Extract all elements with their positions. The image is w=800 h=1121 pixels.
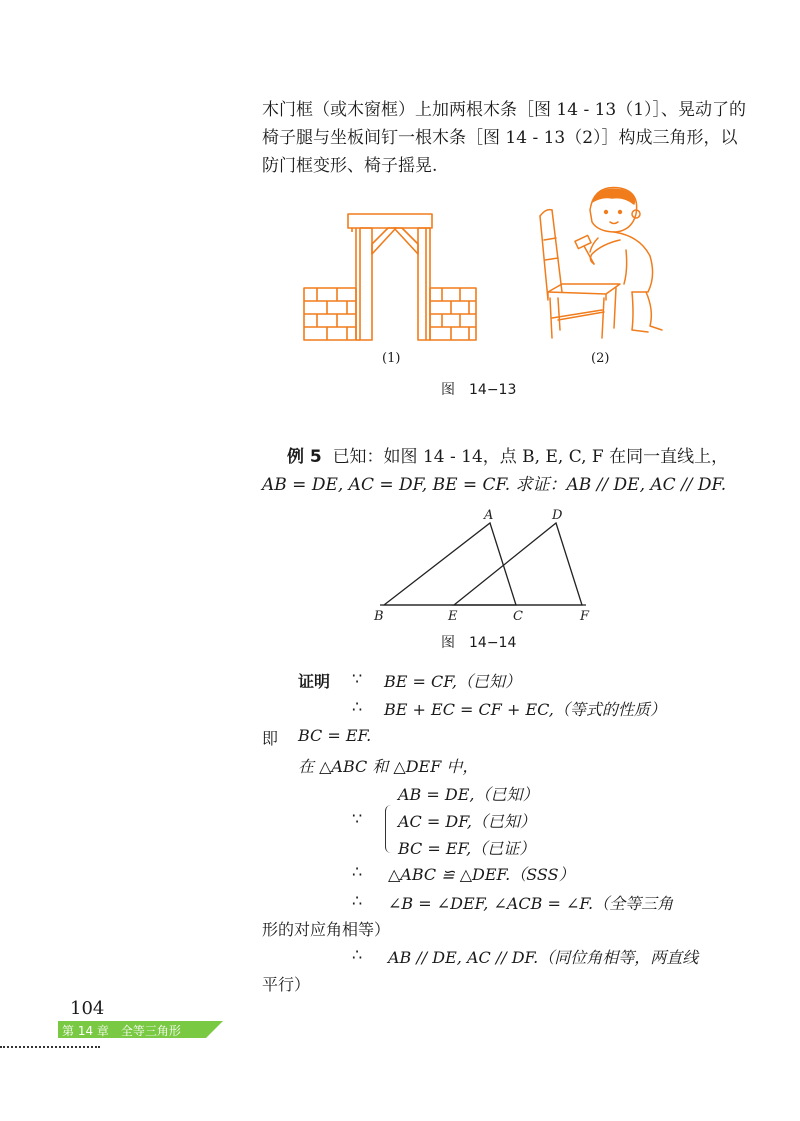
point-label-a: A bbox=[484, 508, 494, 523]
point-label-c: C bbox=[513, 609, 523, 624]
proof-therefore-2: ∴ bbox=[352, 862, 363, 881]
proof-cond-2: AC = DF,（已知） bbox=[398, 812, 536, 831]
proof-cond-1: AB = DE,（已知） bbox=[398, 785, 539, 804]
point-label-e: E bbox=[448, 609, 458, 624]
example-5-line-2: AB = DE, AC = DF, BE = CF. 求证：AB // DE, AC // DF. bbox=[262, 475, 727, 495]
example-5-line-1 bbox=[287, 442, 728, 467]
point-label-d: D bbox=[552, 508, 563, 523]
triangles-diagram bbox=[370, 505, 610, 625]
proof-therefore-3: ∴ bbox=[352, 891, 363, 910]
footer-dotted-rule bbox=[0, 1046, 100, 1048]
proof-step-3: BC = EF. bbox=[298, 726, 372, 745]
proof-prefix-ji: 即 bbox=[262, 729, 279, 748]
proof-step-7a: AB // DE, AC // DF.（同位角相等，两直线 bbox=[388, 948, 699, 967]
fig-14-13-sub-2: (2) bbox=[591, 351, 610, 366]
example-given: 已知：如图 14 - 14，点 B, E, C, F 在同一直线上， bbox=[332, 447, 729, 467]
proof-step-4: 在 △ABC 和 △DEF 中， bbox=[298, 757, 479, 776]
proof-step-7b: 平行） bbox=[262, 975, 311, 994]
page-number: 104 bbox=[70, 998, 105, 1019]
conditions-brace bbox=[385, 805, 392, 853]
proof-therefore-4: ∴ bbox=[352, 945, 363, 964]
intro-paragraph bbox=[262, 96, 747, 180]
example-label: 例 5 bbox=[287, 447, 322, 467]
point-label-b: B bbox=[374, 609, 384, 624]
fig-14-13-sub-1: (1) bbox=[382, 351, 401, 366]
proof-step-6b: 形的对应角相等） bbox=[262, 920, 391, 939]
proof-cond-3: BC = EF,（已证） bbox=[398, 839, 536, 858]
proof-because-2: ∵ bbox=[352, 809, 363, 828]
proof-therefore-1: ∴ bbox=[352, 697, 363, 716]
proof-because-1: ∵ bbox=[352, 669, 363, 688]
fig-14-13-caption: 图 14−13 bbox=[441, 382, 517, 398]
door-frame-illustration bbox=[300, 210, 480, 345]
intro-line-1: 木门框（或木窗框）上加两根木条［图 14 - 13（1）］、晃动了的 bbox=[262, 100, 747, 120]
proof-step-5: △ABC ≌ △DEF.（SSS） bbox=[388, 865, 575, 884]
triangle-abc bbox=[384, 523, 516, 605]
proof-label: 证明 bbox=[298, 672, 331, 691]
proof-step-6a: ∠B = ∠DEF, ∠ACB = ∠F.（全等三角 bbox=[388, 894, 674, 913]
intro-line-2: 椅子腿与坐板间钉一根木条［图 14 - 13（2）］构成三角形，以 bbox=[262, 128, 738, 148]
intro-line-3: 防门框变形、椅子摇晃. bbox=[262, 156, 438, 176]
fig-14-14-caption: 图 14−14 bbox=[441, 635, 517, 651]
chapter-title: 第 14 章 全等三角形 bbox=[62, 1024, 181, 1038]
proof-step-2: BE + EC = CF + EC,（等式的性质） bbox=[384, 700, 666, 719]
chair-repair-illustration bbox=[528, 180, 668, 345]
proof-step-1: BE = CF,（已知） bbox=[384, 672, 521, 691]
point-label-f: F bbox=[580, 609, 590, 624]
